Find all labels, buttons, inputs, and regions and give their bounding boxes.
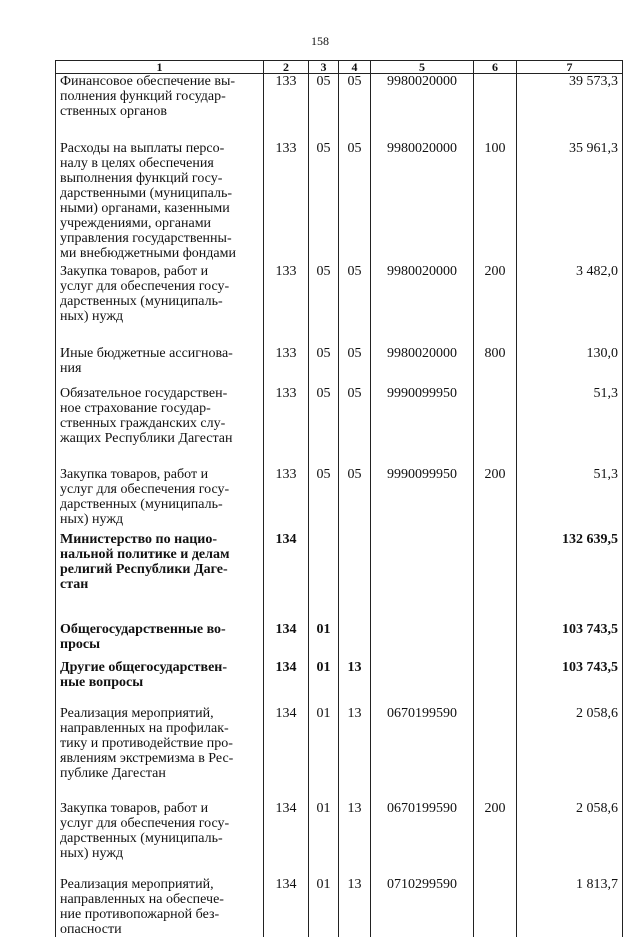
description-line: ния (60, 361, 261, 376)
budget-table (55, 60, 623, 937)
ministry-code: 133 (264, 346, 309, 386)
description-line: услуг для обеспечения госу- (60, 482, 261, 497)
amount: 3 482,0 (517, 264, 623, 346)
expense-type-code (474, 706, 517, 801)
ministry-code: 133 (264, 141, 309, 264)
section-code: 05 (309, 386, 339, 467)
amount: 2 058,6 (517, 801, 623, 877)
description-line: тику и противодействие про- (60, 736, 261, 751)
description-line: ных) нужд (60, 512, 261, 527)
description-line: ственных органов (60, 104, 261, 119)
target-article-code: 9980020000 (371, 141, 474, 264)
expense-type-code (474, 877, 517, 937)
ministry-code: 133 (264, 386, 309, 467)
table-row (56, 74, 623, 142)
section-code: 05 (309, 346, 339, 386)
expense-type-code: 100 (474, 141, 517, 264)
row-description (56, 467, 264, 532)
expense-type-code (474, 386, 517, 467)
target-article-code (371, 532, 474, 622)
description-line: религий Республики Даге- (60, 562, 261, 577)
row-description (56, 622, 264, 660)
description-line: услуг для обеспечения госу- (60, 816, 261, 831)
expense-type-code: 200 (474, 264, 517, 346)
table-row (56, 386, 623, 467)
ministry-code: 134 (264, 801, 309, 877)
amount: 51,3 (517, 467, 623, 532)
table-row (56, 264, 623, 346)
column-header: 7 (517, 61, 623, 74)
description-line: стан (60, 577, 261, 592)
row-description (56, 346, 264, 386)
expense-type-code (474, 622, 517, 660)
description-line: ных) нужд (60, 846, 261, 861)
description-line: ных) нужд (60, 309, 261, 324)
section-code: 05 (309, 74, 339, 142)
description-line: ми внебюджетными фондами (60, 246, 261, 261)
ministry-code: 133 (264, 264, 309, 346)
target-article-code: 0710299590 (371, 877, 474, 937)
description-line: дарственных (муниципаль- (60, 497, 261, 512)
row-description (56, 877, 264, 937)
row-description (56, 532, 264, 622)
description-line: нальной политике и делам (60, 547, 261, 562)
subsection-code: 13 (339, 706, 371, 801)
description-line: управления государственны- (60, 231, 261, 246)
table-row (56, 346, 623, 386)
expense-type-code (474, 74, 517, 142)
column-header: 3 (309, 61, 339, 74)
section-code: 05 (309, 264, 339, 346)
table-row (56, 141, 623, 264)
column-header: 1 (56, 61, 264, 74)
table-row (56, 532, 623, 622)
table-body (56, 74, 623, 937)
description-line: Общегосударственные во- (60, 622, 261, 637)
amount: 103 743,5 (517, 660, 623, 706)
expense-type-code (474, 660, 517, 706)
subsection-code: 13 (339, 801, 371, 877)
column-header: 2 (264, 61, 309, 74)
target-article-code (371, 622, 474, 660)
header-row (56, 61, 623, 74)
amount: 2 058,6 (517, 706, 623, 801)
description-line: Обязательное государствен- (60, 386, 261, 401)
target-article-code (371, 660, 474, 706)
row-description (56, 801, 264, 877)
description-line: полнения функций государ- (60, 89, 261, 104)
description-line: ние противопожарной без- (60, 907, 261, 922)
ministry-code: 134 (264, 622, 309, 660)
table-row (56, 622, 623, 660)
amount: 132 639,5 (517, 532, 623, 622)
description-line: Реализация мероприятий, (60, 706, 261, 721)
target-article-code: 9980020000 (371, 74, 474, 142)
section-code (309, 532, 339, 622)
description-line: услуг для обеспечения госу- (60, 279, 261, 294)
ministry-code: 134 (264, 532, 309, 622)
subsection-code: 05 (339, 386, 371, 467)
target-article-code: 9990099950 (371, 386, 474, 467)
amount: 39 573,3 (517, 74, 623, 142)
amount: 103 743,5 (517, 622, 623, 660)
subsection-code: 05 (339, 141, 371, 264)
row-description (56, 660, 264, 706)
subsection-code: 13 (339, 877, 371, 937)
description-line: дарственными (муниципаль- (60, 186, 261, 201)
ministry-code: 133 (264, 74, 309, 142)
subsection-code: 05 (339, 74, 371, 142)
section-code: 01 (309, 801, 339, 877)
table-row (56, 877, 623, 937)
row-description (56, 706, 264, 801)
target-article-code: 9980020000 (371, 264, 474, 346)
description-line: Закупка товаров, работ и (60, 801, 261, 816)
table-row (56, 467, 623, 532)
row-description (56, 74, 264, 142)
description-line: ственных гражданских слу- (60, 416, 261, 431)
description-line: Закупка товаров, работ и (60, 467, 261, 482)
section-code: 01 (309, 877, 339, 937)
description-line: ное страхование государ- (60, 401, 261, 416)
row-description (56, 141, 264, 264)
description-line: опасности (60, 922, 261, 937)
description-line: публике Дагестан (60, 766, 261, 781)
target-article-code: 9980020000 (371, 346, 474, 386)
subsection-code: 05 (339, 264, 371, 346)
row-description (56, 264, 264, 346)
ministry-code: 133 (264, 467, 309, 532)
column-header: 5 (371, 61, 474, 74)
section-code: 05 (309, 467, 339, 532)
amount: 1 813,7 (517, 877, 623, 937)
subsection-code (339, 532, 371, 622)
page-number: 158 (0, 34, 640, 49)
section-code: 01 (309, 622, 339, 660)
description-line: Реализация мероприятий, (60, 877, 261, 892)
description-line: Иные бюджетные ассигнова- (60, 346, 261, 361)
description-line: жащих Республики Дагестан (60, 431, 261, 446)
ministry-code: 134 (264, 877, 309, 937)
table-row (56, 706, 623, 801)
description-line: ные вопросы (60, 675, 261, 690)
target-article-code: 0670199590 (371, 706, 474, 801)
amount: 130,0 (517, 346, 623, 386)
target-article-code: 9990099950 (371, 467, 474, 532)
expense-type-code: 800 (474, 346, 517, 386)
description-line: Другие общегосударствен- (60, 660, 261, 675)
section-code: 01 (309, 706, 339, 801)
description-line: ными) органами, казенными (60, 201, 261, 216)
description-line: выполнения функций госу- (60, 171, 261, 186)
column-header: 6 (474, 61, 517, 74)
description-line: дарственных (муниципаль- (60, 294, 261, 309)
section-code: 05 (309, 141, 339, 264)
description-line: Финансовое обеспечение вы- (60, 74, 261, 89)
description-line: явлениям экстремизма в Рес- (60, 751, 261, 766)
description-line: учреждениями, органами (60, 216, 261, 231)
section-code: 01 (309, 660, 339, 706)
subsection-code (339, 622, 371, 660)
description-line: Расходы на выплаты персо- (60, 141, 261, 156)
description-line: Министерство по нацио- (60, 532, 261, 547)
row-description (56, 386, 264, 467)
amount: 35 961,3 (517, 141, 623, 264)
table-row (56, 801, 623, 877)
expense-type-code (474, 532, 517, 622)
expense-type-code: 200 (474, 801, 517, 877)
description-line: дарственных (муниципаль- (60, 831, 261, 846)
description-line: направленных на профилак- (60, 721, 261, 736)
column-header: 4 (339, 61, 371, 74)
ministry-code: 134 (264, 660, 309, 706)
amount: 51,3 (517, 386, 623, 467)
ministry-code: 134 (264, 706, 309, 801)
description-line: Закупка товаров, работ и (60, 264, 261, 279)
description-line: просы (60, 637, 261, 652)
subsection-code: 05 (339, 346, 371, 386)
table-row (56, 660, 623, 706)
expense-type-code: 200 (474, 467, 517, 532)
description-line: направленных на обеспече- (60, 892, 261, 907)
subsection-code: 13 (339, 660, 371, 706)
subsection-code: 05 (339, 467, 371, 532)
description-line: налу в целях обеспечения (60, 156, 261, 171)
target-article-code: 0670199590 (371, 801, 474, 877)
